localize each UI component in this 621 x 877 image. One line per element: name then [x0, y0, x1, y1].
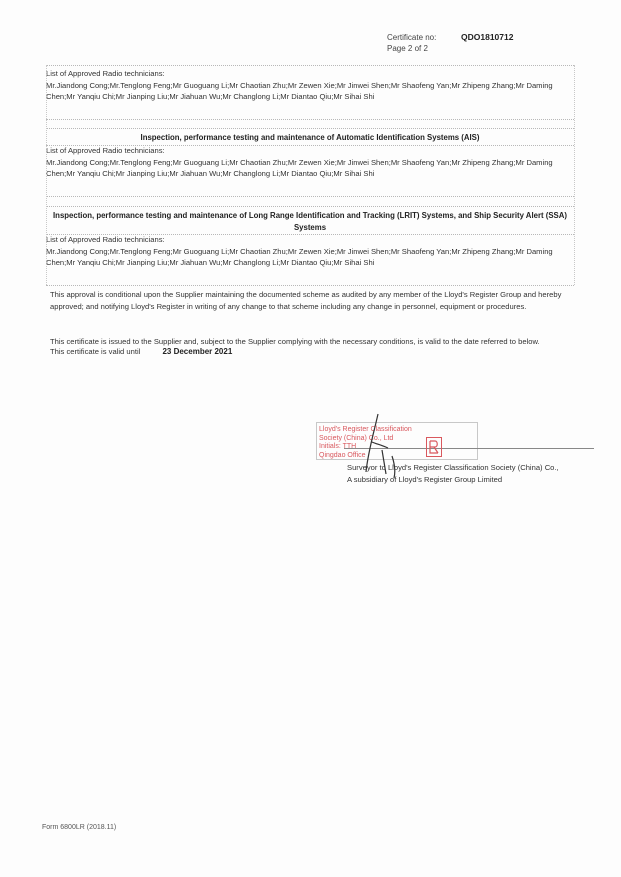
surveyor-signature-block — [347, 462, 559, 485]
certificate-header — [387, 32, 513, 54]
table-border-left — [46, 65, 47, 285]
divider — [46, 285, 574, 286]
divider — [46, 65, 574, 66]
section-title-ais: Inspection, performance testing and maintenance of Automatic Identification Systems (AIS) — [140, 133, 480, 142]
office-stamp-text: Lloyd's Register Classification Society (China) Co., Ltd Initials: TTH Qingdao Office — [319, 426, 412, 459]
issue-statement: This certificate is issued to the Supplier and, subject to the Supplier complying with the necessary conditions, is valid to the date referred to below. — [50, 337, 540, 346]
technicians-label: List of Approved Radio technicians: — [46, 235, 165, 244]
table-border-right — [574, 65, 575, 285]
divider — [46, 206, 574, 207]
technicians-list: Mr.Jiandong Cong;Mr.Tenglong Feng;Mr Guoguang Li;Mr Chaotian Zhu;Mr Zewen Xie;Mr Jinwei Shen;Mr Shaofeng Yan;Mr Zhipeng Zhang;Mr Daming Chen;Mr Yanqiu Chi;Mr Jianping Liu;Mr Jiahuan Wu;Mr Changlong Li;Mr Diantao Qiu;Mr Sihai Shi — [46, 157, 553, 178]
surveyor-subsidiary: A subsidiary of Lloyd's Register Group Limited — [347, 474, 503, 484]
page-indicator: Page 2 of 2 — [387, 44, 428, 53]
validity-line — [50, 347, 232, 356]
surveyor-title: Surveyor to Lloyd's Register Classification Society (China) Co., — [347, 463, 559, 472]
section-technicians-ais — [46, 145, 574, 180]
section-title-lrit-ssa: Inspection, performance testing and maintenance of Long Range Identification and Tracking (LRIT) Systems, and Ship Security Alert (SSA) Systems — [53, 211, 567, 232]
cert-no-label: Certificate no: — [387, 33, 437, 42]
section-technicians-lrit — [46, 234, 574, 269]
lloyds-register-logo-icon — [426, 437, 442, 457]
divider — [46, 128, 574, 129]
technicians-label: List of Approved Radio technicians: — [46, 146, 165, 155]
technicians-label: List of Approved Radio technicians: — [46, 69, 165, 78]
cert-no-value: QDO1810712 — [461, 32, 514, 42]
divider — [46, 119, 574, 120]
divider — [46, 196, 574, 197]
validity-date: 23 December 2021 — [162, 347, 233, 356]
section-technicians-1 — [46, 68, 574, 103]
validity-label: This certificate is valid until — [50, 347, 141, 356]
approval-conditions: This approval is conditional upon the Supplier maintaining the documented scheme as audited by any member of the Lloyd's Register Group and hereby approved; and notifying Lloyd's Register in writing of any change to that scheme including any change in personnel, equipment or procedures. — [50, 290, 562, 311]
technicians-list: Mr.Jiandong Cong;Mr.Tenglong Feng;Mr Guoguang Li;Mr Chaotian Zhu;Mr Zewen Xie;Mr Jinwei Shen;Mr Shaofeng Yan;Mr Zhipeng Zhang;Mr Daming Chen;Mr Yanqiu Chi;Mr Jianping Liu;Mr Jiahuan Wu;Mr Changlong Li;Mr Diantao Qiu;Mr Sihai Shi — [46, 80, 553, 101]
technicians-list: Mr.Jiandong Cong;Mr.Tenglong Feng;Mr Guoguang Li;Mr Chaotian Zhu;Mr Zewen Xie;Mr Jinwei Shen;Mr Shaofeng Yan;Mr Zhipeng Zhang;Mr Daming Chen;Mr Yanqiu Chi;Mr Jianping Liu;Mr Jiahuan Wu;Mr Changlong Li;Mr Diantao Qiu;Mr Sihai Shi — [46, 246, 553, 267]
form-code: Form 6800LR (2018.11) — [42, 824, 117, 831]
